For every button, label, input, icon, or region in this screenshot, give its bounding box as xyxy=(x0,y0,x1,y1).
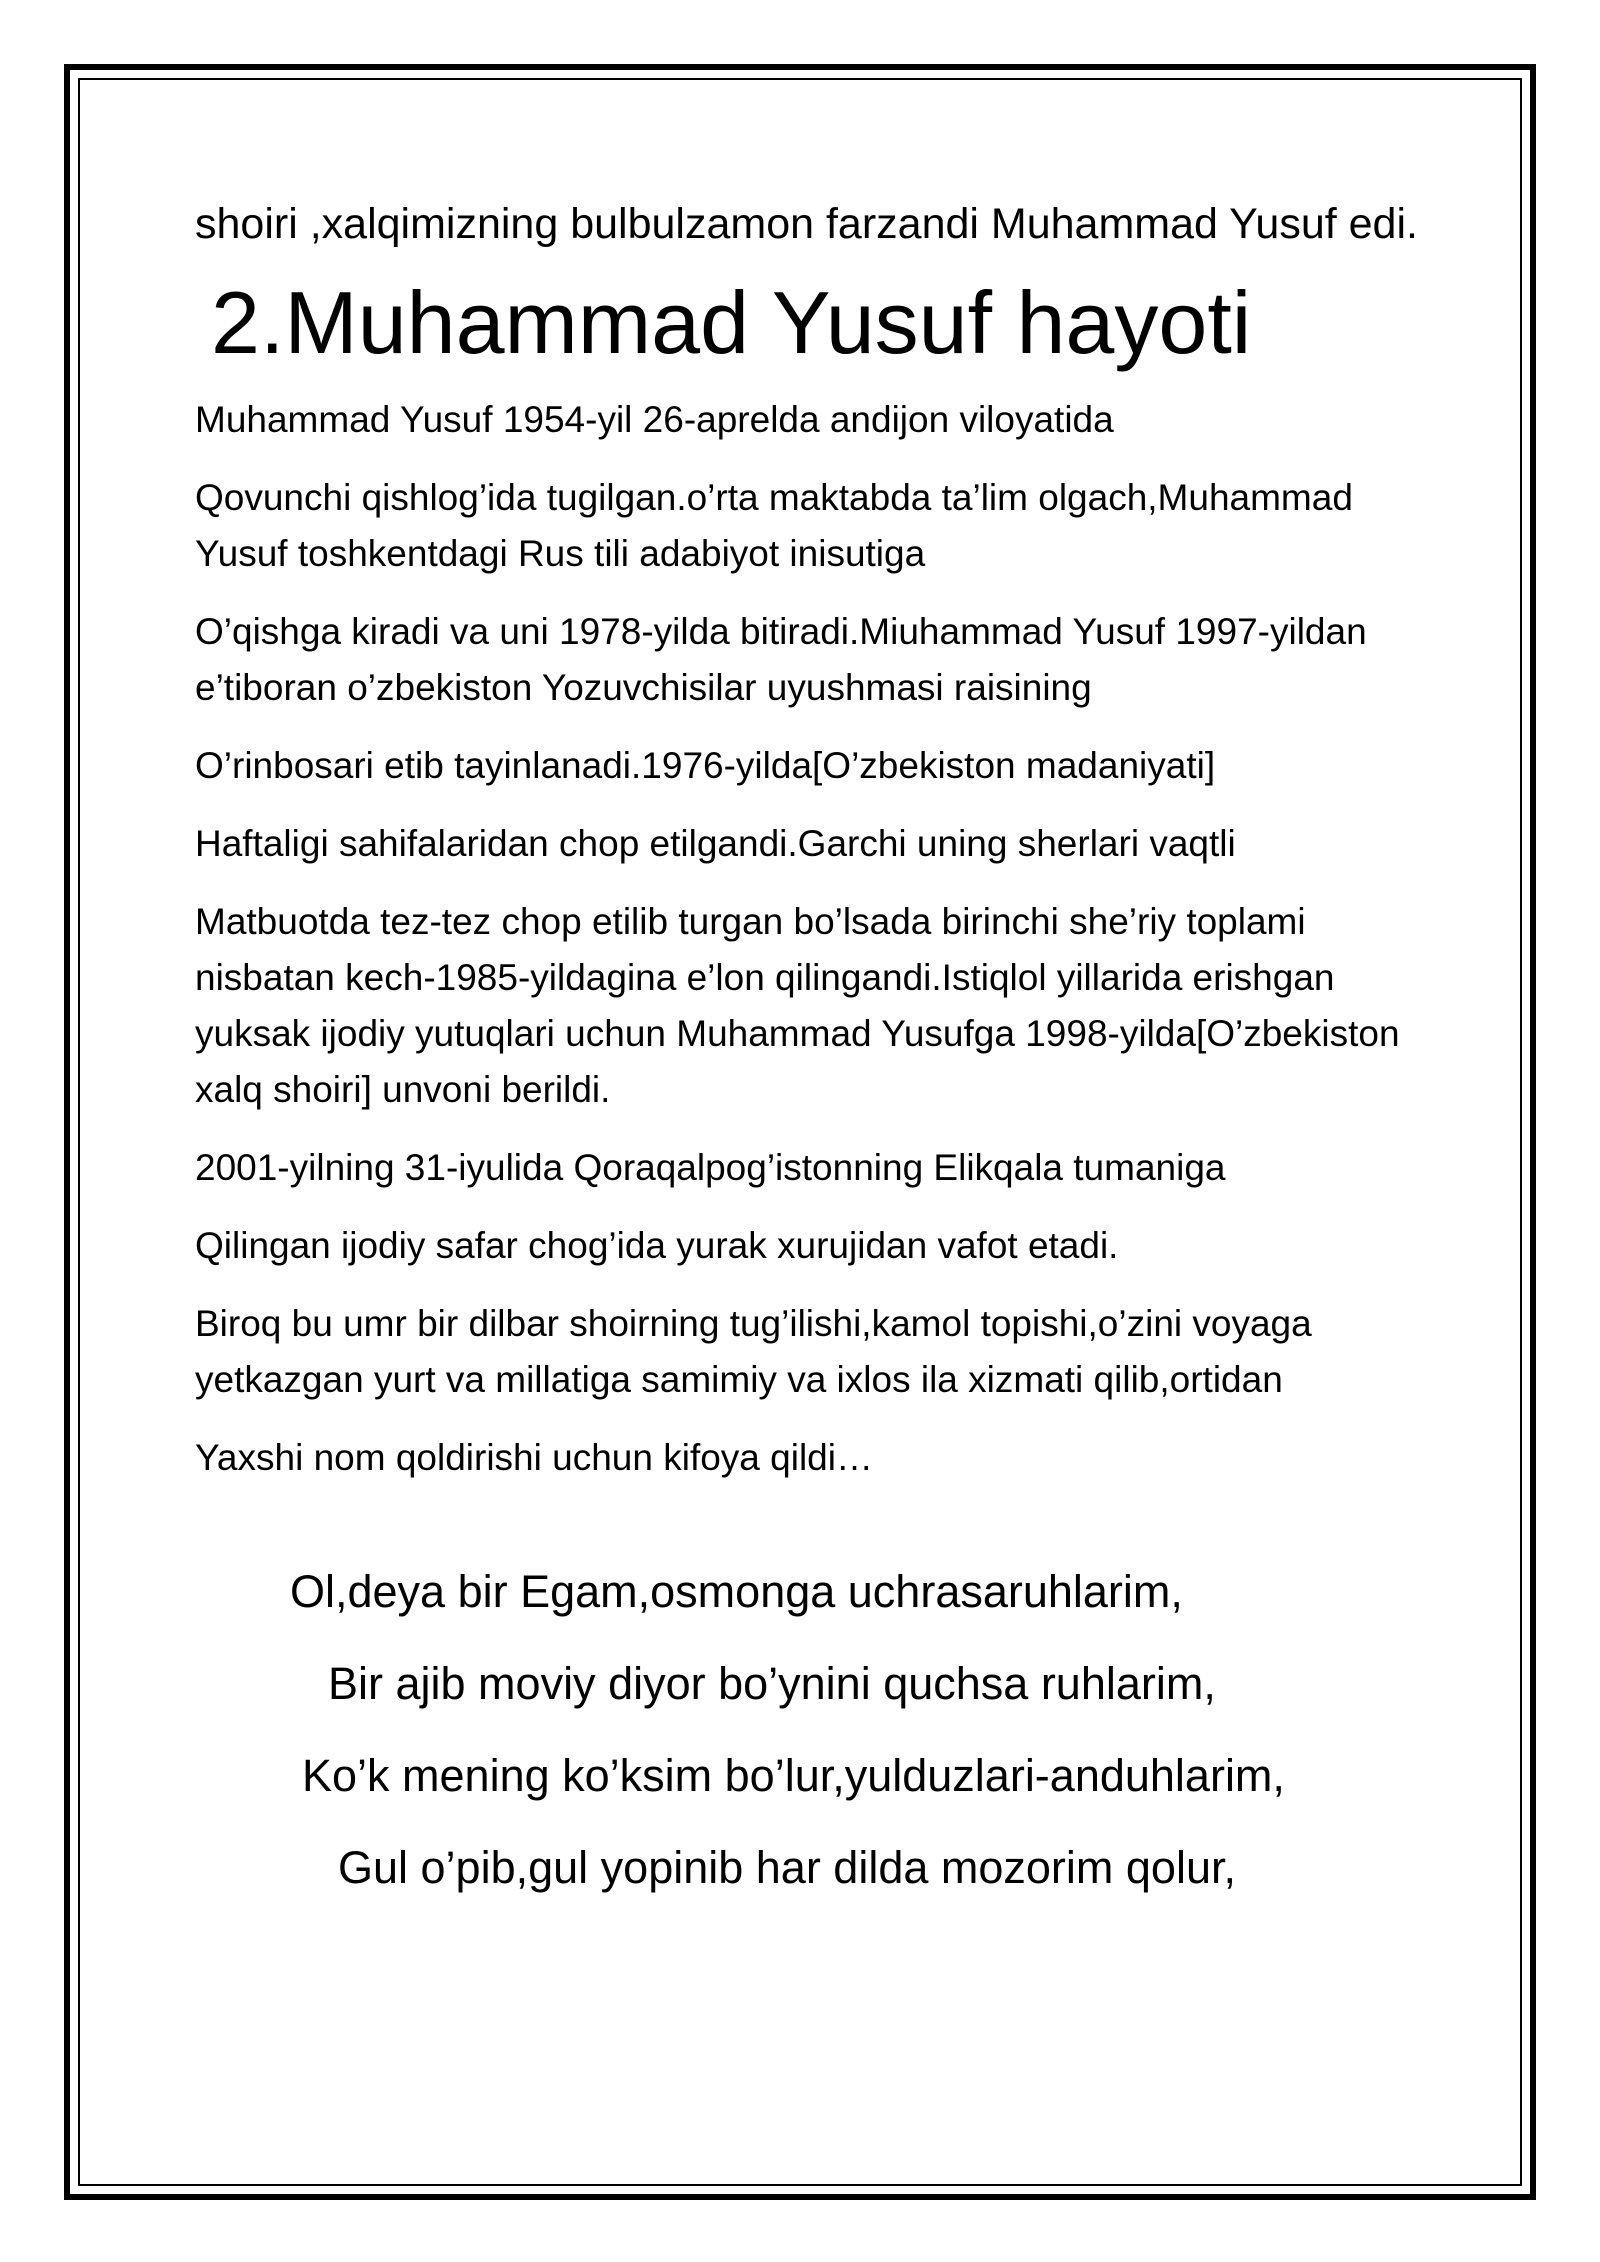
paragraph: Biroq bu umr bir dilbar shoirning tug’ilishi,kamol topishi,o’zini voyaga yetkazgan yurt va millatiga samimiy va ixlos ila xizmati qilib,ortidan xyxy=(195,1303,1312,1400)
poem-line: Gul o’pib,gul yopinib har dilda mozorim qolur, xyxy=(338,1842,1236,1893)
poem-line: Ko’k mening ko’ksim bo’lur,yulduzlari-anduhlarim, xyxy=(302,1750,1285,1801)
poem xyxy=(195,1546,1425,1914)
intro-text: shoiri ,xalqimizning bulbulzamon farzandi Muhammad Yusuf edi. xyxy=(195,200,1418,248)
document-body xyxy=(195,192,1425,1914)
paragraph: Qovunchi qishlog’ida tugilgan.o’rta maktabda ta’lim olgach,Muhammad Yusuf toshkentdagi Rus tili adabiyot inisutiga xyxy=(195,477,1353,574)
paragraph: Matbuotda tez-tez chop etilib turgan bo’lsada birinchi she’riy toplami nisbatan kech-1985-yildagina e’lon qilingandi.Istiqlol yillarida erishgan yuksak ijodiy yutuqlari uchun Muhammad Yusufga 1998-yilda[O’zbekiston xalq shoiri] unvoni berildi. xyxy=(195,901,1400,1110)
poem-line: Ol,deya bir Egam,osmonga uchrasaruhlarim, xyxy=(290,1566,1183,1617)
section-heading: 2.Muhammad Yusuf hayoti xyxy=(211,273,1252,372)
paragraph: O’rinbosari etib tayinlanadi.1976-yilda[O’zbekiston madaniyati] xyxy=(195,745,1216,786)
paragraph: Haftaligi sahifalaridan chop etilgandi.Garchi uning sherlari vaqtli xyxy=(195,823,1236,864)
paragraph: Muhammad Yusuf 1954-yil 26-aprelda andijon viloyatida xyxy=(195,399,1114,440)
paragraph: Yaxshi nom qoldirishi uchun kifoya qildi… xyxy=(195,1437,873,1478)
paragraph: O’qishga kiradi va uni 1978-yilda bitiradi.Miuhammad Yusuf 1997-yildan e’tiboran o’zbekiston Yozuvchisilar uyushmasi raisining xyxy=(195,611,1367,708)
paragraph: Qilingan ijodiy safar chog’ida yurak xurujidan vafot etadi. xyxy=(195,1225,1119,1266)
paragraph: 2001-yilning 31-iyulida Qoraqalpog’istonning Elikqala tumaniga xyxy=(195,1147,1226,1188)
poem-line: Bir ajib moviy diyor bo’ynini quchsa ruhlarim, xyxy=(328,1658,1216,1709)
